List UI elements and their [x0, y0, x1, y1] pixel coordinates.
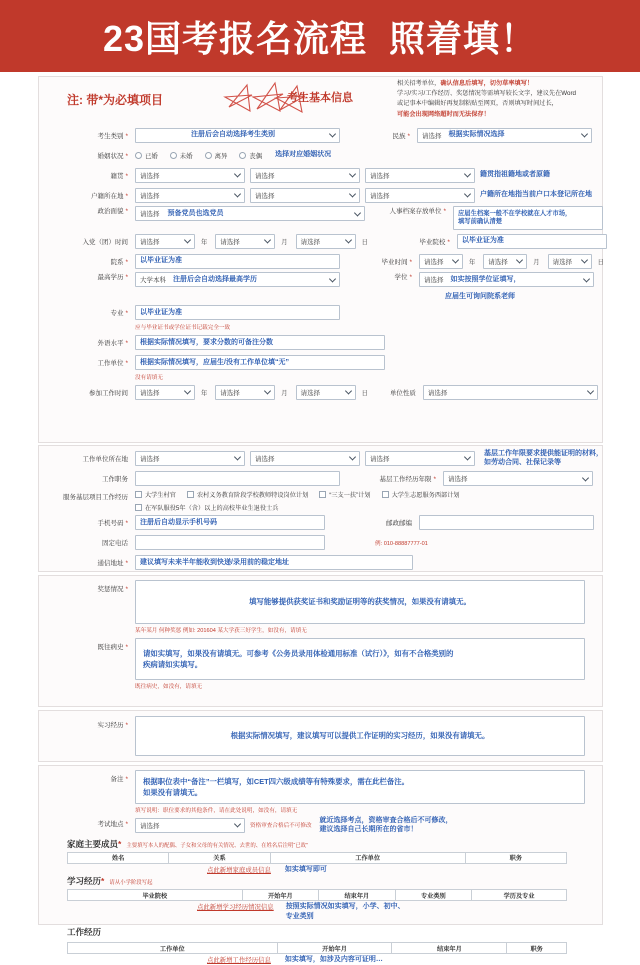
major-input[interactable]: 以毕业证为准 — [135, 305, 340, 320]
major-hint: 应与毕业证书或学位证书记载完全一致 — [135, 325, 231, 332]
label-grassroots-years: 基层工作经历年限 * — [379, 476, 436, 484]
exam-location-annotation-2: 建议选择自己长期所在的省市！ — [319, 826, 418, 834]
family-col-2: 工作单位 — [270, 852, 465, 863]
row-exam-location — [39, 815, 602, 836]
label-household: 户籍所在地 * — [90, 192, 128, 200]
work-col-1: 开始年月 — [277, 943, 392, 954]
label-remark: 备注 * — [110, 776, 128, 783]
label-work-unit: 工作单位 * — [97, 359, 128, 367]
medical-history-hint: 既往病史，如没有，请填无 — [135, 684, 203, 690]
row-awards — [39, 576, 602, 625]
unit-nature-select[interactable]: 请选择 — [423, 385, 598, 400]
remark-tables-panel — [38, 765, 603, 965]
work-table — [67, 942, 567, 954]
medical-history-textarea[interactable]: 请如实填写，如果没有请填无。可参考《公务员录用体检通用标准（试行）》，如有不合格类别的 疾病请如实填写。 — [135, 638, 585, 680]
work-start-day-select[interactable]: 请选择 — [296, 385, 356, 400]
family-col-0: 姓名 — [68, 852, 169, 863]
exam-location-hint: 资格审查合格后不可修改 — [250, 823, 312, 830]
work-start-year-select[interactable]: 请选择 — [135, 385, 195, 400]
native-place-province-select[interactable]: 请选择 — [135, 168, 245, 183]
unit-day: 日 — [361, 238, 368, 246]
row-household — [39, 185, 602, 205]
table-header-row — [68, 890, 567, 901]
grassroots-option-1[interactable]: 农村义务教育阶段学校教师特设岗位计划 — [187, 490, 308, 499]
work-col-3: 职务 — [507, 943, 567, 954]
postcode-input[interactable] — [419, 515, 594, 530]
basic-info-panel — [38, 76, 603, 443]
add-family-member-link[interactable]: 点此新增家庭成员信息 — [207, 867, 271, 875]
family-table-note: 主要填写本人的配偶、子女和父母的有关情况、去世的、在姓名后注明“已故” — [126, 842, 308, 849]
label-ethnicity: 民族 * — [392, 132, 410, 140]
highest-education-select[interactable]: 大学本科 注册后会自动选择最高学历 — [135, 272, 340, 287]
required-note: 注: 带*为必填项目 — [67, 93, 164, 107]
table-header-row — [68, 852, 567, 863]
form-screenshot-body — [0, 72, 640, 965]
row-job-title — [39, 469, 602, 489]
label-work-unit-location: 工作单位所在地 — [82, 455, 128, 463]
label-job-title: 工作职务 — [102, 476, 128, 484]
degree-annotation-2: 应届生可询问院系老师 — [445, 293, 515, 300]
native-place-district-select[interactable]: 请选择 — [365, 168, 475, 183]
unit-day: 日 — [597, 258, 604, 266]
work-col-0: 工作单位 — [68, 943, 278, 954]
label-foreign-language: 外语水平 * — [97, 339, 128, 347]
label-highest-education: 最高学历 * — [97, 274, 128, 281]
household-province-select[interactable]: 请选择 — [135, 188, 245, 203]
row-internship — [39, 711, 602, 757]
row-political — [39, 205, 602, 231]
mobile-input[interactable]: 注册后自动显示手机号码 — [135, 515, 325, 530]
label-graduation-time: 毕业时间 * — [381, 258, 412, 266]
work-location-district-select[interactable]: 请选择 — [365, 451, 475, 466]
banner-title-right: 照着填！ — [389, 17, 538, 59]
work-unit-input[interactable]: 根据实际情况填写，应届生/没有工作单位填“无” — [135, 355, 385, 370]
label-awards: 奖惩情况 * — [97, 586, 128, 593]
unit-year: 年 — [201, 389, 208, 397]
row-work-unit — [39, 352, 602, 372]
form-header — [39, 77, 602, 125]
graduation-school-input[interactable]: 以毕业证为准 — [457, 234, 607, 249]
row-address — [39, 553, 602, 573]
grassroots-option-3[interactable]: 大学生志愿服务西部计划 — [382, 490, 460, 499]
education-col-0: 毕业院校 — [68, 890, 243, 901]
warning-line-2: 学习/实习/工作经历、奖惩情况等需填写较长文字，建议先在Word — [397, 90, 576, 98]
unit-day: 日 — [361, 389, 368, 397]
education-annotation-1: 按照实际情况如实填写，小学、初中、 — [285, 903, 405, 911]
label-candidate-type: 考生类别 * — [97, 132, 128, 140]
marital-option-0[interactable]: 已婚 — [135, 151, 158, 160]
address-input[interactable]: 建议填写未来半年能收到快递/录用前的稳定地址 — [135, 555, 413, 570]
label-postcode: 邮政邮编 — [386, 520, 412, 528]
awards-medical-panel — [38, 575, 603, 707]
graduation-day-select[interactable]: 请选择 — [548, 254, 592, 269]
banner-title-left: 23国考报名流程 — [102, 17, 368, 59]
grassroots-years-select[interactable]: 请选择 — [443, 471, 593, 486]
foreign-language-input[interactable]: 根据实际情况填写，要求分数的可备注分数 — [135, 335, 385, 350]
native-place-annotation: 籍贯指祖籍地或者原籍 — [480, 171, 550, 179]
exam-location-select[interactable]: 请选择 — [135, 818, 245, 833]
internship-textarea[interactable]: 根据实际情况填写，建议填写可以提供工作证明的实习经历，如果没有请填无。 — [135, 716, 585, 756]
label-landline: 固定电话 — [102, 540, 128, 548]
marital-annotation: 选择对应婚姻状况 — [275, 151, 332, 159]
warning-line-1: 相关招考单位，确认信息后填写，切勿草率填写！ — [397, 80, 534, 87]
political-select[interactable]: 请选择 预备党员也选党员 — [135, 206, 365, 221]
work-contact-panel — [38, 445, 603, 572]
label-political: 政治面貌 * — [97, 208, 128, 215]
grassroots-option-0[interactable]: 大学生村官 — [135, 490, 176, 499]
row-medical-history — [39, 635, 602, 681]
marital-radio-group — [135, 151, 262, 160]
banner-title — [103, 11, 537, 62]
grassroots-option-4[interactable]: 在军队服役5年（含）以上的高校毕业生退役士兵 — [135, 503, 278, 512]
warning-line-4: 可能会出现网络超时而无法保存！ — [397, 110, 490, 118]
radio-icon — [170, 152, 177, 159]
checkbox-icon — [319, 491, 326, 498]
work-unit-hint: 没有请填无 — [135, 375, 163, 382]
row-marital-status — [39, 145, 602, 165]
household-district-select[interactable]: 请选择 — [365, 188, 475, 203]
row-mobile — [39, 513, 602, 533]
ethnicity-select[interactable]: 请选择 根据实际情况选择 — [417, 128, 592, 143]
work-location-city-select[interactable]: 请选择 — [250, 451, 360, 466]
work-col-2: 结束年月 — [392, 943, 507, 954]
education-annotation-2: 专业类别 — [285, 912, 314, 920]
warning-line-3: 或记事本中编辑好再复制粘贴至网页，否则填写时间过长， — [397, 100, 558, 108]
label-join-party-time: 入党（团）时间 — [82, 238, 128, 246]
label-exam-location: 考试地点 * — [97, 821, 128, 828]
checkbox-icon — [135, 504, 142, 511]
warning-block — [397, 79, 607, 120]
graduation-month-select[interactable]: 请选择 — [483, 254, 527, 269]
label-mobile: 手机号码 * — [97, 520, 128, 528]
remark-hint: 填写说明：职位要求的其他条件，请在此处说明，如没有，请填无 — [135, 808, 298, 814]
unit-year: 年 — [469, 258, 476, 266]
degree-select[interactable]: 请选择 如实按照学位证填写， — [419, 272, 594, 287]
family-table — [67, 852, 567, 864]
row-grassroots-project — [39, 489, 602, 513]
row-work-start-time — [39, 382, 602, 402]
label-department: 院系 * — [110, 258, 128, 266]
checkbox-icon — [187, 491, 194, 498]
education-table-note: 请从小学阶段写起 — [109, 880, 153, 887]
row-medical-hint — [39, 681, 602, 691]
work-location-province-select[interactable]: 请选择 — [135, 451, 245, 466]
row-native-place — [39, 165, 602, 185]
checkbox-icon — [135, 491, 142, 498]
unit-month: 月 — [281, 389, 288, 397]
radio-icon — [239, 152, 246, 159]
awards-hint: 某年某月 何种奖惩 例如: 201604 某大学获三好学生，如没有，请填无 — [135, 628, 307, 634]
row-remark-hint — [39, 805, 602, 815]
marital-option-1[interactable]: 未婚 — [170, 151, 193, 160]
row-landline — [39, 533, 602, 553]
label-native-place: 籍贯 * — [110, 172, 128, 180]
unit-month: 月 — [281, 238, 288, 246]
work-start-month-select[interactable]: 请选择 — [215, 385, 275, 400]
work-annotation: 如实填写，如涉及内容可证明… — [284, 956, 383, 964]
label-internship: 实习经历 * — [97, 722, 128, 729]
department-input[interactable]: 以毕业证为准 — [135, 254, 340, 269]
row-foreign-language — [39, 332, 602, 352]
grassroots-project-checkbox-group — [135, 490, 602, 512]
marital-option-3[interactable]: 丧偶 — [239, 151, 262, 160]
awards-textarea[interactable]: 填写能够提供获奖证书和奖励证明等的获奖情况，如果没有请填无。 — [135, 580, 585, 624]
row-remark — [39, 766, 602, 805]
unit-month: 月 — [533, 258, 540, 266]
row-join-party-time — [39, 231, 602, 251]
label-degree: 学位 * — [394, 274, 412, 281]
label-archive-unit: 人事档案存放单位 * — [389, 208, 446, 215]
join-party-year-select[interactable]: 请选择 — [135, 234, 195, 249]
label-address: 通信地址 * — [97, 560, 128, 568]
radio-icon — [135, 152, 142, 159]
native-place-city-select[interactable]: 请选择 — [250, 168, 360, 183]
internship-panel — [38, 710, 603, 762]
row-awards-hint — [39, 625, 602, 635]
family-col-3: 职务 — [465, 852, 566, 863]
candidate-type-select[interactable]: 注册后会自动选择考生类别 — [135, 128, 340, 143]
education-col-4: 学历及专业 — [472, 890, 567, 901]
landline-hint: 例: 010-88887777-01 — [375, 540, 428, 547]
work-table-title: 工作经历 — [67, 927, 102, 938]
label-work-start-time: 参加工作时间 — [89, 389, 128, 397]
education-table-block — [39, 874, 602, 921]
join-party-day-select[interactable]: 请选择 — [296, 234, 356, 249]
household-annotation: 户籍所在地指当前户口本登记所在地 — [480, 191, 592, 199]
job-title-input[interactable] — [135, 471, 340, 486]
row-work-unit-location — [39, 446, 602, 469]
family-annotation: 如实填写即可 — [284, 865, 327, 873]
education-col-2: 结束年月 — [319, 890, 395, 901]
marital-option-2[interactable]: 离异 — [205, 151, 228, 160]
unit-year: 年 — [201, 238, 208, 246]
exam-location-annotation-1: 就近选择考点，资格审查合格后不可修改， — [319, 817, 453, 824]
table-header-row — [68, 943, 567, 954]
add-education-link[interactable]: 点此新增学习经历情况信息 — [197, 904, 274, 912]
landline-input[interactable] — [135, 535, 325, 550]
remark-textarea[interactable]: 根据职位表中“备注”一栏填写，如CET四六级成绩等有特殊要求，需在此栏备注。 如果没有请填无。 — [135, 770, 585, 804]
education-col-3: 专业类别 — [395, 890, 471, 901]
grassroots-note-1: 基层工作年限要求提供能证明的材料， — [484, 450, 603, 457]
row-major-hint — [39, 322, 602, 332]
family-col-1: 关系 — [169, 852, 270, 863]
label-marital: 婚姻状况 * — [97, 152, 128, 160]
row-major — [39, 302, 602, 322]
add-work-link[interactable]: 点此新增工作经历信息 — [207, 957, 271, 965]
label-graduation-school: 毕业院校 * — [419, 238, 450, 246]
education-col-1: 开始年月 — [242, 890, 318, 901]
work-table-block — [39, 921, 602, 964]
education-table — [67, 889, 567, 901]
grassroots-note-2: 如劳动合同、社保记录等 — [484, 459, 561, 467]
label-grassroots-project: 服务基层项目工作经历 — [63, 493, 128, 501]
education-table-title: 学习经历* — [67, 876, 105, 887]
section-title: 考生基本信息 — [287, 92, 353, 104]
row-department — [39, 251, 602, 271]
family-table-block — [39, 836, 602, 874]
radio-icon — [205, 152, 212, 159]
label-unit-nature: 单位性质 — [389, 389, 416, 397]
checkbox-icon — [382, 491, 389, 498]
row-work-unit-hint — [39, 372, 602, 382]
family-table-title: 家庭主要成员* — [67, 838, 122, 849]
grassroots-option-2[interactable]: “三支一扶”计划 — [319, 490, 370, 499]
page-banner — [0, 0, 640, 72]
label-major: 专业 * — [110, 309, 128, 317]
archive-unit-input[interactable]: 应届生档案一般不在学校就在人才市场， 填写前确认清楚 — [453, 206, 603, 230]
graduation-year-select[interactable]: 请选择 — [419, 254, 463, 269]
label-medical-history: 既往病史 * — [97, 644, 128, 651]
household-city-select[interactable]: 请选择 — [250, 188, 360, 203]
row-candidate-type — [39, 125, 602, 145]
row-highest-education — [39, 271, 602, 302]
join-party-month-select[interactable]: 请选择 — [215, 234, 275, 249]
